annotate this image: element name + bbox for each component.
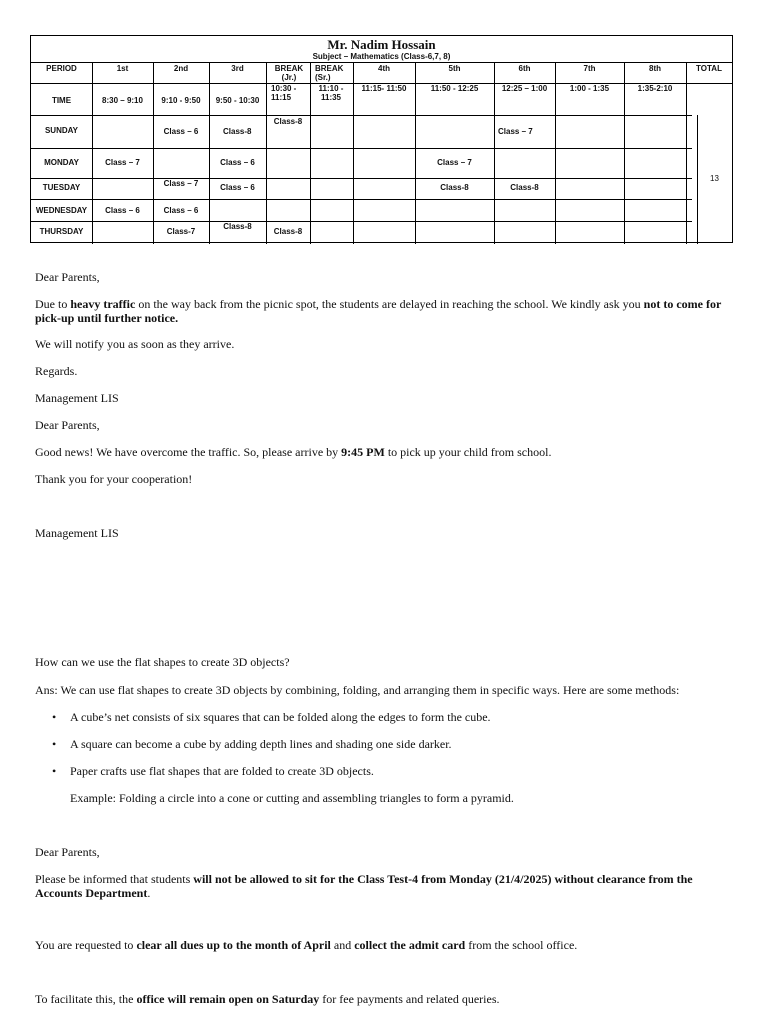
notice2-body: Good news! We have overcome the traffic. So, please arrive by 9:45 PM to pick up your child from school. (35, 445, 552, 459)
day-thursday: THURSDAY (39, 227, 84, 236)
monday-5th: Class – 7 (437, 158, 472, 167)
wednesday-1st: Class – 6 (105, 206, 140, 215)
col-rule (310, 62, 311, 244)
monday-3rd: Class – 6 (220, 158, 255, 167)
header-rule (31, 62, 732, 63)
qa-answer: Ans: We can use flat shapes to create 3D objects by combining, folding, and arranging them in specific ways. Here are some methods: (35, 683, 680, 697)
bullet-dot: • (52, 737, 57, 751)
col-rule (153, 62, 154, 244)
qa-bullet-2: A square can become a cube by adding depth lines and shading one side darker. (70, 737, 452, 751)
qa-bullet-1: A cube’s net consists of six squares that can be folded along the edges to form the cube. (70, 710, 491, 724)
qa-bullet-3: Paper crafts use flat shapes that are folded to create 3D objects. (70, 764, 374, 778)
notice3-office: To facilitate this, the office will remain open on Saturday for fee payments and related queries. (35, 992, 500, 1006)
notice1-body: Due to heavy traffic on the way back from the picnic spot, the students are delayed in reaching the school. We kindly ask you not to come for pick-up until further notice. (35, 297, 722, 325)
time-2nd: 9:10 - 9:50 (161, 96, 201, 105)
notice3-greeting: Dear Parents, (35, 845, 100, 859)
header-3rd: 3rd (231, 64, 244, 73)
day-monday: MONDAY (44, 158, 79, 167)
notice3-dues: You are requested to clear all dues up to the month of April and collect the admit card from the school office. (35, 938, 578, 952)
time-5th: 11:50 - 12:25 (430, 84, 479, 93)
notice1-signoff: Management LIS (35, 391, 119, 405)
col-rule (266, 62, 267, 244)
header-8th: 8th (649, 64, 661, 73)
header-7th: 7th (583, 64, 596, 73)
sunday-row-rule (31, 115, 692, 116)
header-break-sr: BREAK (Sr.) (315, 64, 344, 82)
col-rule (686, 62, 687, 244)
tuesday-6th: Class-8 (510, 183, 539, 192)
thursday-row-rule (31, 221, 692, 222)
sunday-2nd: Class – 6 (163, 127, 199, 136)
header-5th: 5th (448, 64, 461, 73)
bullet-dot: • (52, 764, 57, 778)
header-1st: 1st (116, 64, 129, 73)
time-label: TIME (51, 96, 72, 105)
time-8th: 1:35-2:10 (637, 84, 673, 93)
monday-1st: Class – 7 (105, 158, 140, 167)
sunday-6th: Class – 7 (498, 127, 533, 136)
thursday-2nd: Class-7 (166, 227, 196, 236)
notice2-signoff: Management LIS (35, 526, 119, 540)
teacher-name: Mr. Nadim Hossain (327, 37, 436, 52)
monday-row-rule (31, 148, 692, 149)
tuesday-5th: Class-8 (440, 183, 469, 192)
thursday-3rd: Class-8 (223, 222, 252, 231)
notice2-thanks: Thank you for your cooperation! (35, 472, 193, 486)
time-4th: 11:15- 11:50 (361, 84, 407, 93)
day-tuesday: TUESDAY (42, 183, 81, 192)
time-7th: 1:00 - 1:35 (569, 84, 610, 93)
time-3rd: 9:50 - 10:30 (215, 96, 260, 105)
qa-question: How can we use the flat shapes to create 3D objects? (35, 655, 290, 669)
col-rule (92, 62, 93, 244)
col-rule (209, 62, 210, 244)
notice1-notify: We will notify you as soon as they arrive. (35, 337, 235, 351)
time-break-sr: 11:10 - 11:35 (318, 84, 344, 102)
header-break-jr: BREAK (Jr.) (274, 64, 304, 82)
timetable (30, 35, 733, 243)
notice1-greeting: Dear Parents, (35, 270, 100, 284)
time-1st: 8:30 – 9:10 (102, 96, 143, 105)
header-4th: 4th (378, 64, 390, 73)
notice1-regards: Regards. (35, 364, 78, 378)
wednesday-2nd: Class – 6 (163, 206, 199, 215)
day-wednesday: WEDNESDAY (35, 206, 88, 215)
time-break-jr: 10:30 - 11:15 (271, 84, 297, 102)
notice2-greeting: Dear Parents, (35, 418, 100, 432)
day-sunday: SUNDAY (44, 126, 79, 135)
thursday-break-jr: Class-8 (273, 227, 303, 236)
total-value: 13 (710, 174, 719, 183)
header-total: TOTAL (696, 64, 722, 73)
bullet-dot: • (52, 710, 57, 724)
tuesday-3rd: Class – 6 (220, 183, 255, 192)
qa-example: Example: Folding a circle into a cone or cutting and assembling triangles to form a pyramid. (70, 791, 514, 805)
header-2nd: 2nd (173, 64, 189, 73)
tuesday-2nd: Class – 7 (163, 179, 199, 188)
tuesday-row-rule (31, 178, 692, 179)
header-6th: 6th (518, 64, 531, 73)
header-period: PERIOD (46, 64, 77, 73)
subject-line: Subject – Mathematics (Class-6,7, 8) (312, 52, 451, 61)
sunday-break-jr: Class-8 (273, 117, 303, 126)
sunday-3rd: Class-8 (223, 127, 252, 136)
time-6th: 12:25 – 1:00 (501, 84, 548, 93)
notice3-body: Please be informed that students will not be allowed to sit for the Class Test-4 from Monday (21/4/2025) without clearance from the Accounts Department. (35, 872, 693, 900)
wednesday-row-rule (31, 199, 692, 200)
